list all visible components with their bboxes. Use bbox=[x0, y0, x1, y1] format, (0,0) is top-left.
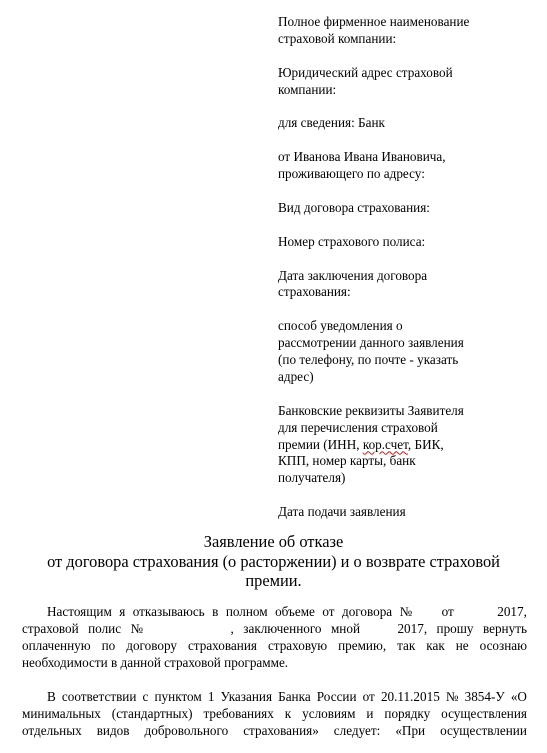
paragraph-2-line-2 bbox=[22, 706, 527, 723]
title-line-3: премии. bbox=[245, 571, 302, 590]
word: страховой bbox=[22, 620, 79, 636]
submission-date-line: Дата подачи заявления bbox=[278, 504, 406, 520]
notification-line-1: способ уведомления о bbox=[278, 318, 403, 334]
word: осуществлении bbox=[440, 722, 527, 738]
word: Указания bbox=[220, 689, 273, 704]
word: № bbox=[445, 689, 459, 704]
word: полис bbox=[88, 620, 122, 636]
notification-line-2: рассмотрении данного заявления bbox=[278, 335, 464, 351]
paragraph-refusal bbox=[22, 604, 527, 672]
applicant-line-2: проживающего по адресу: bbox=[278, 166, 425, 182]
word: № bbox=[399, 604, 413, 619]
word: от bbox=[322, 604, 335, 619]
document-title bbox=[0, 532, 547, 591]
word: 3854-У bbox=[464, 689, 505, 704]
word: я bbox=[119, 604, 126, 619]
paragraph-2-line-1 bbox=[22, 689, 527, 706]
word: прошу bbox=[436, 620, 474, 636]
word: , bbox=[230, 620, 234, 636]
word: оплаченную bbox=[22, 637, 91, 653]
word: премию, bbox=[338, 637, 387, 653]
word: не bbox=[455, 637, 469, 653]
insurer-name-line-1: Полное фирменное наименование bbox=[278, 14, 470, 29]
insurer-name-line-2: страховой компании: bbox=[278, 30, 397, 46]
insurer-address-line-2: компании: bbox=[278, 81, 337, 97]
word: «О bbox=[510, 689, 527, 704]
notification-line-4: адрес) bbox=[278, 368, 314, 384]
word: вернуть bbox=[482, 620, 527, 636]
bank-details-line-4: КПП, номер карты, банк bbox=[278, 453, 416, 469]
bank-details-line-5: получателя) bbox=[278, 470, 346, 486]
word: видов bbox=[96, 722, 130, 738]
word: страхования» bbox=[243, 722, 319, 738]
word: 1 bbox=[207, 689, 215, 704]
word: «При bbox=[395, 722, 426, 738]
word: пунктом bbox=[154, 689, 202, 704]
word: условиям bbox=[302, 705, 356, 721]
paragraph-1-line-3 bbox=[22, 638, 527, 655]
bank-details-line-3-prefix: премии (ИНН, bbox=[278, 436, 363, 452]
addressee-block bbox=[278, 14, 528, 521]
word: требованиях bbox=[203, 705, 274, 721]
word: с bbox=[142, 689, 149, 704]
conclusion-date-line-1: Дата заключения договора bbox=[278, 267, 428, 283]
word: мной bbox=[330, 620, 361, 636]
insurer-address-line-1: Юридический адрес страховой bbox=[278, 64, 453, 80]
title-line-1: Заявление об отказе bbox=[203, 532, 344, 551]
word: 2017, bbox=[397, 620, 428, 636]
paragraph-legal-basis bbox=[22, 689, 527, 740]
word: 20.11.2015 bbox=[380, 689, 440, 704]
bank-details-line-3 bbox=[278, 437, 528, 454]
word: отказываюсь bbox=[132, 604, 205, 619]
notification-line-3: (по телефону, по почте - указать bbox=[278, 352, 459, 368]
bank-details-line-1: Банковские реквизиты Заявителя bbox=[278, 402, 464, 418]
word: объеме bbox=[275, 604, 315, 619]
paragraph-1-line-4: необходимости в данной страховой программе. bbox=[22, 654, 289, 670]
word: отдельных bbox=[22, 722, 82, 738]
word: Настоящим bbox=[47, 604, 112, 619]
paragraph-2-line-3 bbox=[22, 723, 527, 740]
word: по bbox=[101, 637, 116, 653]
spellcheck-marked-word[interactable]: кор.счет bbox=[362, 436, 408, 452]
bank-details-line-2: для перечисления страховой bbox=[278, 419, 438, 435]
word: осознаю bbox=[479, 637, 527, 653]
word: к bbox=[284, 705, 292, 721]
conclusion-date-line-2: страхования: bbox=[278, 284, 351, 300]
word: № bbox=[130, 620, 144, 636]
word: от bbox=[441, 604, 454, 619]
bank-details-line-3-suffix: , БИК, bbox=[407, 436, 444, 452]
paragraph-1-line-2 bbox=[22, 621, 527, 638]
word: в bbox=[212, 604, 219, 619]
word: порядку bbox=[384, 705, 431, 721]
word: полном bbox=[225, 604, 268, 619]
word: от bbox=[362, 689, 375, 704]
policy-number-line: Номер страхового полиса: bbox=[278, 233, 426, 249]
word: России bbox=[316, 689, 357, 704]
word: осуществления bbox=[441, 705, 527, 721]
word: так bbox=[397, 637, 416, 653]
word: Банка bbox=[278, 689, 311, 704]
word: следует: bbox=[333, 722, 381, 738]
contract-type-line: Вид договора страхования: bbox=[278, 199, 430, 215]
word: заключенного bbox=[243, 620, 322, 636]
word: договору bbox=[126, 637, 177, 653]
word: (стандартных) bbox=[111, 705, 193, 721]
word: В bbox=[47, 689, 56, 704]
word: страхования bbox=[187, 637, 257, 653]
word: как bbox=[426, 637, 445, 653]
word: соответствии bbox=[61, 689, 137, 704]
word: минимальных bbox=[22, 705, 101, 721]
word: и bbox=[366, 705, 374, 721]
word: страховую bbox=[267, 637, 328, 653]
word: договора bbox=[341, 604, 393, 619]
paragraph-1-line-1 bbox=[22, 604, 527, 621]
word: 2017, bbox=[497, 604, 527, 619]
bank-copy-line: для сведения: Банк bbox=[278, 115, 385, 131]
applicant-line-1: от Иванова Ивана Ивановича, bbox=[278, 149, 446, 165]
word: добровольного bbox=[144, 722, 229, 738]
title-line-2: от договора страхования (о расторжении) и о возврате страховой bbox=[47, 551, 500, 571]
